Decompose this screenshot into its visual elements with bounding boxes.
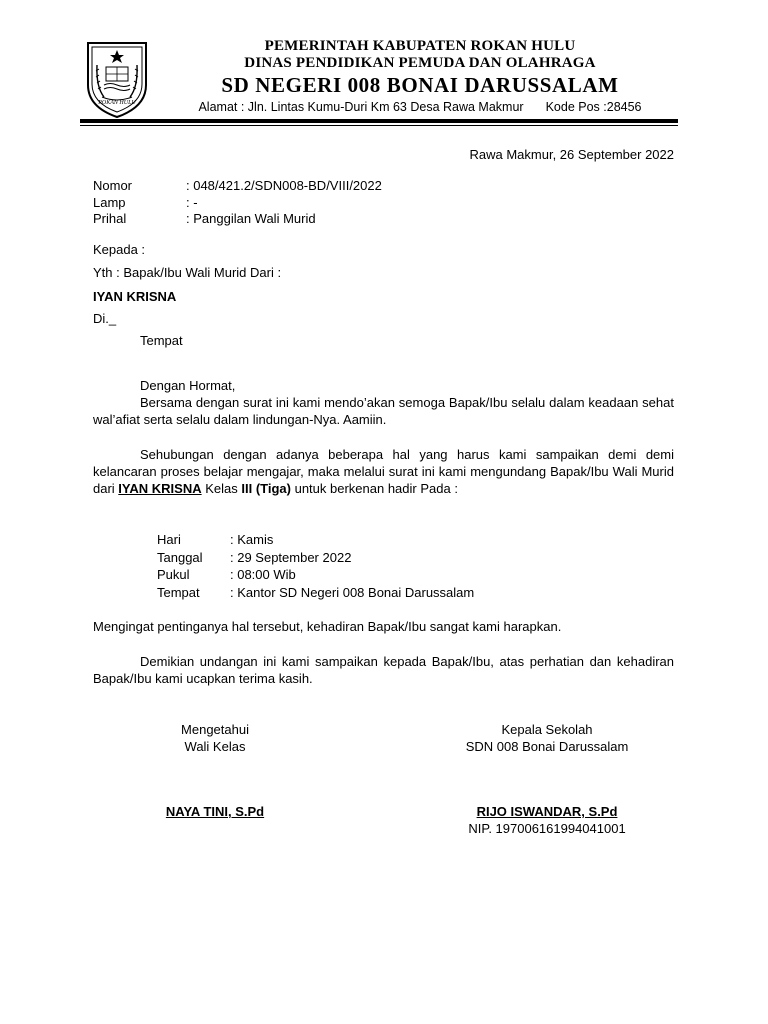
letterhead-address — [160, 99, 680, 115]
schedule-value-hari: : Kamis — [230, 532, 274, 547]
letterhead-government: PEMERINTAH KABUPATEN ROKAN HULU — [264, 38, 576, 54]
recipient-name: IYAN KRISNA — [93, 289, 177, 304]
meta-value-lamp: : - — [186, 195, 198, 210]
signature-left-line2: Wali Kelas — [184, 739, 246, 754]
regency-crest-logo — [82, 37, 152, 119]
schedule-label-tempat: Tempat — [157, 585, 200, 600]
meta-label-nomor: Nomor — [93, 178, 133, 193]
recipient-di: Di._ — [93, 311, 117, 326]
signature-right-line1: Kepala Sekolah — [501, 722, 593, 737]
schedule-value-tempat: : Kantor SD Negeri 008 Bonai Darussalam — [230, 585, 475, 600]
paragraph-invitation — [93, 446, 674, 497]
signature-left-line1: Mengetahui — [181, 722, 249, 737]
letterhead-department: DINAS PENDIDIKAN PEMUDA DAN OLAHRAGA — [244, 55, 596, 71]
paragraph-closing: Demikian undangan ini kami sampaikan kepada Bapak/Ibu, atas perhatian dan kehadiran Bapak/Ibu kami ucapkan terima kasih. — [93, 654, 674, 686]
meta-label-lamp: Lamp — [93, 195, 126, 210]
address-text: Alamat : Jln. Lintas Kumu-Duri Km 63 Desa Rawa Makmur — [198, 100, 524, 114]
postal-code: Kode Pos :28456 — [545, 100, 642, 114]
schedule-value-pukul: : 08:00 Wib — [230, 567, 296, 582]
invitation-class: III (Tiga) — [241, 481, 291, 496]
meta-value-nomor: : 048/421.2/SDN008-BD/VIII/2022 — [186, 178, 382, 193]
signature-right-line2: SDN 008 Bonai Darussalam — [465, 739, 629, 754]
schedule-label-hari: Hari — [157, 532, 181, 547]
letterhead-school-name: SD NEGERI 008 BONAI DARUSSALAM — [221, 73, 619, 97]
header-divider-thick — [80, 119, 678, 123]
invitation-text-start: Sehubungan dengan adanya beberapa hal yang harus kami sampaikan demi demi kelancaran proses belajar mengajar, maka melalui surat ini kami mengundang Bapak/Ibu Wali Murid dari — [93, 447, 674, 496]
meta-value-prihal: : Panggilan Wali Murid — [186, 211, 316, 226]
logo-text: ROKAN HULU — [98, 100, 136, 106]
letter-date: Rawa Makmur, 26 September 2022 — [469, 147, 674, 162]
greeting: Dengan Hormat, — [140, 378, 236, 393]
recipient-yth: Yth : Bapak/Ibu Wali Murid Dari : — [93, 265, 282, 280]
invitation-student-name: IYAN KRISNA — [118, 481, 202, 496]
signature-right-name: RIJO ISWANDAR, S.Pd — [476, 804, 618, 819]
meta-label-prihal: Prihal — [93, 211, 127, 226]
signature-right-nip: NIP. 197006161994041001 — [468, 821, 626, 836]
paragraph-opening: Bersama dengan surat ini kami mendo’akan semoga Bapak/Ibu selalu dalam keadaan sehat wal’afiat serta selalu dalam lindungan-Nya. Aamiin. — [93, 395, 674, 427]
schedule-value-tanggal: : 29 September 2022 — [230, 550, 352, 565]
schedule-label-pukul: Pukul — [157, 567, 190, 582]
recipient-tempat: Tempat — [140, 333, 183, 348]
recipient-kepada: Kepada : — [93, 242, 146, 257]
invitation-text-end: untuk berkenan hadir Pada : — [290, 481, 458, 496]
header-divider-thin — [80, 125, 678, 126]
paragraph-importance: Mengingat pentinganya hal tersebut, kehadiran Bapak/Ibu sangat kami harapkan. — [93, 619, 562, 634]
signature-left-name: NAYA TINI, S.Pd — [165, 804, 265, 819]
schedule-label-tanggal: Tanggal — [157, 550, 203, 565]
invitation-text-mid: Kelas — [201, 481, 242, 496]
letterhead — [160, 38, 680, 115]
